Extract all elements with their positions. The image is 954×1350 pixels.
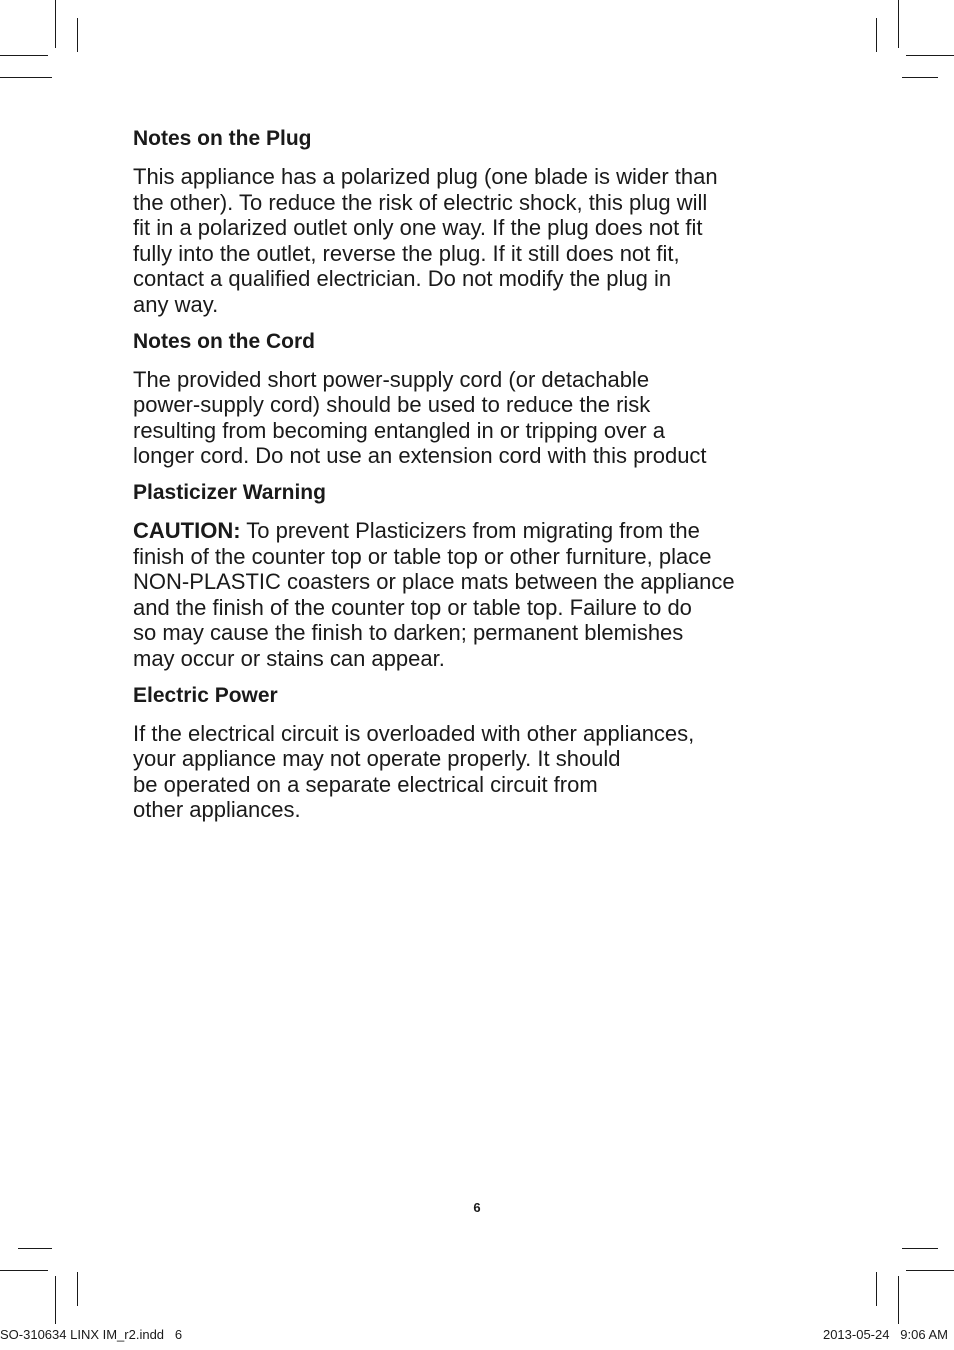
text-line: so may cause the finish to darken; permanent blemishes xyxy=(133,620,684,646)
caution-label: CAUTION: xyxy=(133,517,241,543)
text-line xyxy=(133,518,833,544)
section-body xyxy=(133,367,833,469)
crop-mark xyxy=(55,0,56,48)
crop-mark xyxy=(898,1276,899,1324)
print-slug-filename: SO-310634 LINX IM_r2.indd 6 xyxy=(0,1327,183,1342)
text-line: NON-PLASTIC coasters or place mats between the appliance xyxy=(133,569,735,595)
text-line: be operated on a separate electrical circuit from xyxy=(133,771,598,797)
crop-mark xyxy=(18,1248,52,1249)
section-cord-notes xyxy=(133,329,833,469)
print-slug-timestamp: 2013-05-24 9:06 AM xyxy=(822,1327,948,1342)
crop-mark xyxy=(77,18,78,52)
page-content xyxy=(133,126,833,834)
section-plug-notes xyxy=(133,126,833,318)
page-number: 6 xyxy=(473,1200,481,1215)
text-line: your appliance may not operate properly. It should xyxy=(133,746,621,772)
section-body xyxy=(133,518,833,672)
text-line: other appliances. xyxy=(133,797,301,823)
section-heading: Plasticizer Warning xyxy=(133,480,326,504)
caution-text: To prevent Plasticizers from migrating from the xyxy=(240,517,700,543)
crop-mark xyxy=(902,77,938,78)
section-heading: Notes on the Cord xyxy=(133,329,315,353)
section-electric-power xyxy=(133,683,833,823)
crop-mark xyxy=(876,18,877,52)
text-line: This appliance has a polarized plug (one blade is wider than xyxy=(133,164,718,189)
text-line: power-supply cord) should be used to reduce the risk xyxy=(133,392,651,418)
section-body xyxy=(133,164,833,318)
text-line: If the electrical circuit is overloaded with other appliances, xyxy=(133,720,695,746)
crop-mark xyxy=(0,77,52,78)
crop-mark xyxy=(55,1276,56,1324)
section-heading: Electric Power xyxy=(133,683,278,707)
text-line: finish of the counter top or table top or other furniture, place xyxy=(133,543,712,569)
text-line: The provided short power-supply cord (or detachable xyxy=(133,366,650,392)
crop-mark xyxy=(902,1248,938,1249)
crop-mark xyxy=(77,1272,78,1306)
crop-mark xyxy=(906,55,954,56)
section-heading: Notes on the Plug xyxy=(133,127,312,150)
crop-mark xyxy=(0,55,48,56)
section-body xyxy=(133,721,833,823)
section-plasticizer-warning xyxy=(133,480,833,672)
text-line: the other). To reduce the risk of electric shock, this plug will xyxy=(133,189,708,215)
text-line: may occur or stains can appear. xyxy=(133,645,445,671)
text-line: longer cord. Do not use an extension cord with this product xyxy=(133,443,707,469)
text-line: resulting from becoming entangled in or tripping over a xyxy=(133,417,665,443)
text-line: fully into the outlet, reverse the plug. If it still does not fit, xyxy=(133,240,680,266)
crop-mark xyxy=(898,0,899,48)
crop-mark xyxy=(906,1270,954,1271)
text-line: contact a qualified electrician. Do not modify the plug in xyxy=(133,266,672,292)
crop-mark xyxy=(0,1270,48,1271)
crop-mark xyxy=(876,1272,877,1306)
text-line: fit in a polarized outlet only one way. If the plug does not fit xyxy=(133,215,703,241)
text-line: and the finish of the counter top or table top. Failure to do xyxy=(133,594,692,620)
text-line: any way. xyxy=(133,291,219,317)
